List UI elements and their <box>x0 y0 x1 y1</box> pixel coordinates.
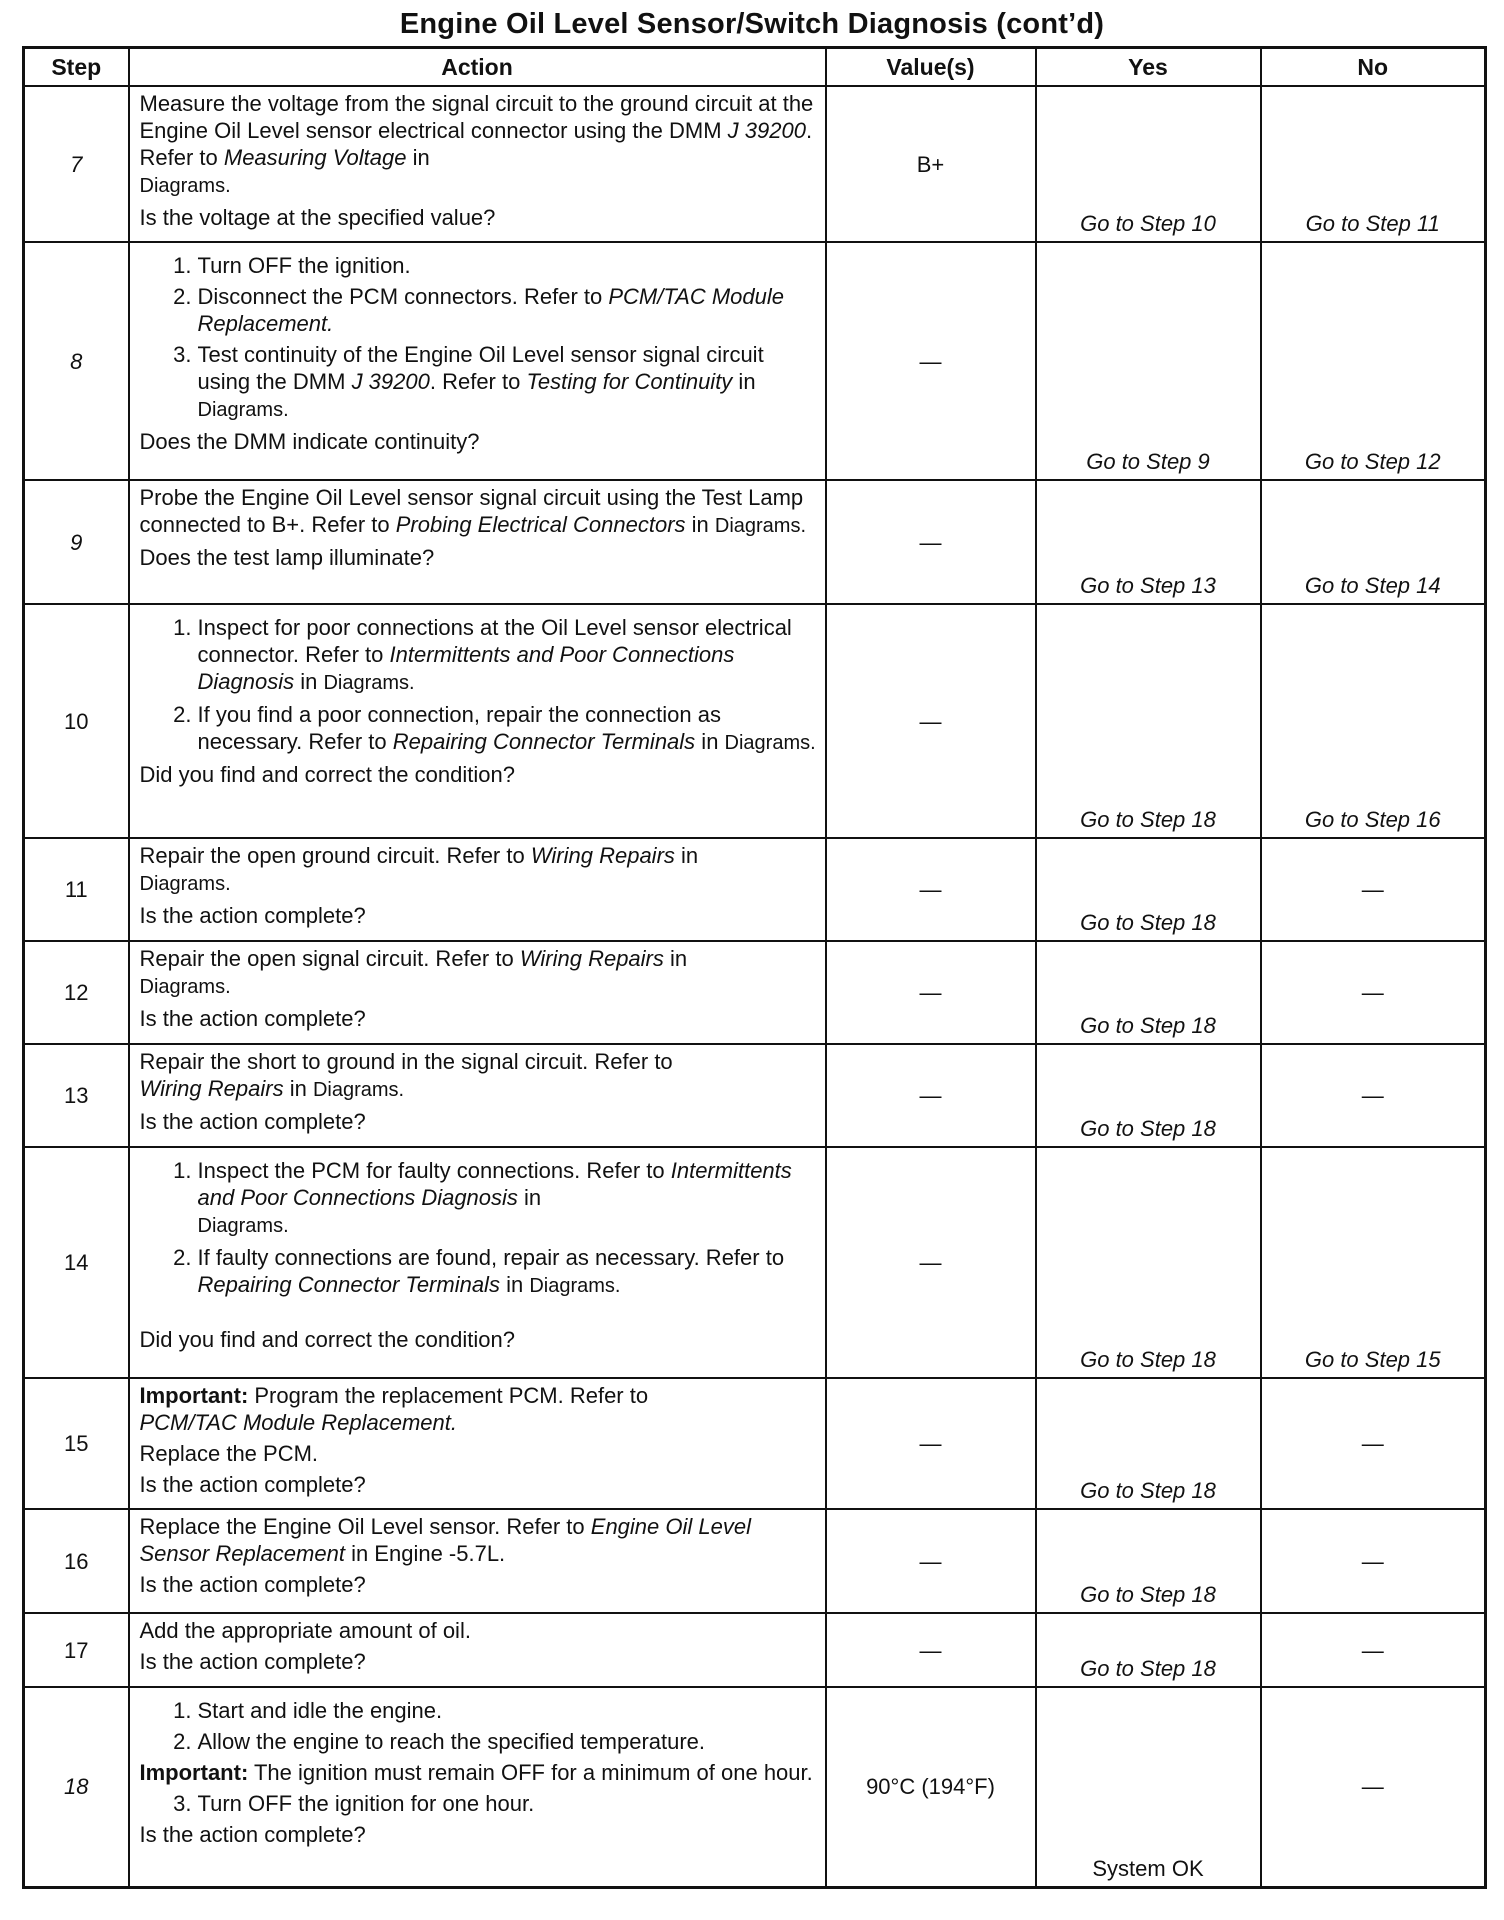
action-question: Is the action complete? <box>139 1822 366 1847</box>
diagnosis-table <box>22 46 1487 1889</box>
no-cell: — <box>1261 1378 1486 1509</box>
action-cell <box>129 1044 826 1147</box>
table-row <box>24 1147 1486 1378</box>
table-row <box>24 1687 1486 1887</box>
yes-cell: Go to Step 18 <box>1036 838 1261 941</box>
value-cell: — <box>826 1378 1036 1509</box>
value-cell: — <box>826 838 1036 941</box>
value-cell: — <box>826 1147 1036 1378</box>
list-item: 2. Disconnect the PCM connectors. Refer to PCM/TAC Module Replacement. <box>173 284 784 336</box>
list-item: 1. Inspect the PCM for faulty connections. Refer to Intermittents and Poor Connections Diagnosis in Diagrams. <box>173 1158 792 1237</box>
action-cell <box>129 1147 826 1378</box>
no-cell: — <box>1261 941 1486 1044</box>
spacer <box>140 1300 817 1322</box>
action-text: Measure the voltage from the signal circuit to the ground circuit at the Engine Oil Level sensor electrical connector using the DMM J 39200. Refer to Measuring Voltage in Diagrams. <box>139 91 814 197</box>
step-number: 10 <box>24 604 129 838</box>
list-item: 1. Inspect for poor connections at the Oil Level sensor electrical connector. Refer to Intermittents and Poor Connections Diagnosis in Diagrams. <box>173 615 792 694</box>
step-number: 16 <box>24 1509 129 1613</box>
no-cell: — <box>1261 1687 1486 1887</box>
action-question: Is the action complete? <box>139 1649 366 1674</box>
no-cell: — <box>1261 1613 1486 1687</box>
value-cell: — <box>826 1509 1036 1613</box>
action-question: Is the voltage at the specified value? <box>139 205 496 230</box>
yes-cell: Go to Step 18 <box>1036 1044 1261 1147</box>
list-item: 3. Test continuity of the Engine Oil Level sensor signal circuit using the DMM J 39200. Refer to Testing for Continuity in Diagrams. <box>173 342 764 421</box>
list-item: 2. If faulty connections are found, repair as necessary. Refer to Repairing Connector Terminals in Diagrams. <box>173 1245 785 1297</box>
header-action: Action <box>129 48 826 87</box>
yes-cell: Go to Step 18 <box>1036 1613 1261 1687</box>
action-question: Does the DMM indicate continuity? <box>139 429 480 454</box>
step-number: 14 <box>24 1147 129 1378</box>
value-cell: — <box>826 1613 1036 1687</box>
value-cell: 90°C (194°F) <box>826 1687 1036 1887</box>
action-cell <box>129 86 826 242</box>
header-yes: Yes <box>1036 48 1261 87</box>
value-cell: — <box>826 1044 1036 1147</box>
action-question: Is the action complete? <box>139 903 366 928</box>
action-text: Repair the open ground circuit. Refer to Wiring Repairs in Diagrams. <box>139 843 699 895</box>
action-question: Does the test lamp illuminate? <box>139 545 435 570</box>
action-text: Important: The ignition must remain OFF for a minimum of one hour. <box>139 1760 813 1785</box>
yes-cell: Go to Step 18 <box>1036 1509 1261 1613</box>
action-cell <box>129 604 826 838</box>
step-number: 15 <box>24 1378 129 1509</box>
no-cell: Go to Step 16 <box>1261 604 1486 838</box>
yes-cell: Go to Step 13 <box>1036 480 1261 604</box>
yes-cell: System OK <box>1036 1687 1261 1887</box>
action-text: Repair the open signal circuit. Refer to Wiring Repairs in Diagrams. <box>139 946 688 998</box>
value-cell: — <box>826 242 1036 480</box>
header-no: No <box>1261 48 1486 87</box>
yes-cell: Go to Step 18 <box>1036 1378 1261 1509</box>
step-number: 18 <box>24 1687 129 1887</box>
value-cell: — <box>826 941 1036 1044</box>
action-cell <box>129 1509 826 1613</box>
action-text: Replace the Engine Oil Level sensor. Refer to Engine Oil Level Sensor Replacement in Engine -5.7L. <box>139 1514 751 1566</box>
action-cell <box>129 1378 826 1509</box>
list-item: 2. If you find a poor connection, repair the connection as necessary. Refer to Repairing Connector Terminals in Diagrams. <box>173 702 816 754</box>
page-title: Engine Oil Level Sensor/Switch Diagnosis (cont’d) <box>399 8 1105 40</box>
action-question: Is the action complete? <box>139 1006 366 1031</box>
yes-cell: Go to Step 9 <box>1036 242 1261 480</box>
yes-cell: Go to Step 18 <box>1036 941 1261 1044</box>
yes-cell: Go to Step 10 <box>1036 86 1261 242</box>
table-row <box>24 86 1486 242</box>
action-cell <box>129 242 826 480</box>
action-cell <box>129 941 826 1044</box>
header-values: Value(s) <box>826 48 1036 87</box>
action-text: Important: Program the replacement PCM. Refer to PCM/TAC Module Replacement. <box>139 1383 649 1435</box>
action-cell <box>129 1613 826 1687</box>
action-question: Is the action complete? <box>139 1109 366 1134</box>
table-row <box>24 941 1486 1044</box>
no-cell: Go to Step 14 <box>1261 480 1486 604</box>
header-step: Step <box>24 48 129 87</box>
value-cell: — <box>826 604 1036 838</box>
no-cell: Go to Step 12 <box>1261 242 1486 480</box>
table-row <box>24 1509 1486 1613</box>
step-number: 7 <box>24 86 129 242</box>
step-number: 11 <box>24 838 129 941</box>
step-number: 13 <box>24 1044 129 1147</box>
action-question: Did you find and correct the condition? <box>139 1327 515 1352</box>
table-row <box>24 1378 1486 1509</box>
table-row <box>24 242 1486 480</box>
table-row <box>24 1613 1486 1687</box>
step-number: 12 <box>24 941 129 1044</box>
action-question: Is the action complete? <box>139 1472 366 1497</box>
value-cell: — <box>826 480 1036 604</box>
step-number: 9 <box>24 480 129 604</box>
action-text: Add the appropriate amount of oil. <box>139 1618 471 1643</box>
list-item: 2. Allow the engine to reach the specified temperature. <box>173 1729 706 1754</box>
list-item: 3. Turn OFF the ignition for one hour. <box>173 1791 535 1816</box>
action-text: Probe the Engine Oil Level sensor signal circuit using the Test Lamp connected to B+. Refer to Probing Electrical Connectors in Diagrams. <box>139 485 807 537</box>
no-cell: — <box>1261 1044 1486 1147</box>
step-number: 8 <box>24 242 129 480</box>
table-row <box>24 604 1486 838</box>
table-row <box>24 480 1486 604</box>
yes-cell: Go to Step 18 <box>1036 1147 1261 1378</box>
action-cell <box>129 1687 826 1887</box>
table-row <box>24 1044 1486 1147</box>
action-text: Repair the short to ground in the signal circuit. Refer to Wiring Repairs in Diagrams. <box>139 1049 673 1101</box>
no-cell: Go to Step 15 <box>1261 1147 1486 1378</box>
action-question: Did you find and correct the condition? <box>139 762 515 787</box>
value-cell: B+ <box>826 86 1036 242</box>
step-number: 17 <box>24 1613 129 1687</box>
list-item: 1. Start and idle the engine. <box>173 1698 443 1723</box>
list-item: 1. Turn OFF the ignition. <box>173 253 411 278</box>
no-cell: — <box>1261 1509 1486 1613</box>
yes-cell: Go to Step 18 <box>1036 604 1261 838</box>
action-question: Is the action complete? <box>139 1572 366 1597</box>
table-row <box>24 838 1486 941</box>
action-cell <box>129 480 826 604</box>
table-header-row <box>24 48 1486 87</box>
action-text: Replace the PCM. <box>139 1441 319 1466</box>
no-cell: — <box>1261 838 1486 941</box>
action-cell <box>129 838 826 941</box>
no-cell: Go to Step 11 <box>1261 86 1486 242</box>
